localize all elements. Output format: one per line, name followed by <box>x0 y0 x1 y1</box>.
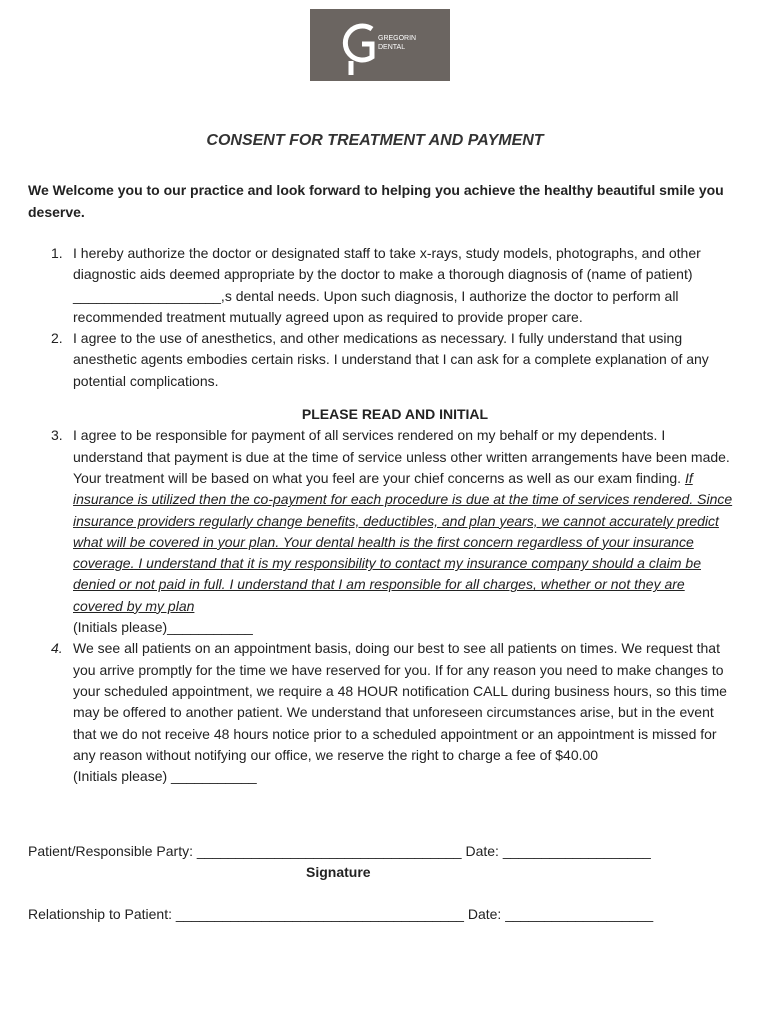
item-number: 2. <box>51 330 63 347</box>
item-text: I hereby authorize the doctor or designated staff to take x-rays, study models, photographs, and other diagnostic aids deemed appropriate by the doctor to make a thorough diagnosis of (name of patient) ___________________,s dental needs. Upon such diagnosis, I authorize the doctor to perform all recommended treatment mutually agreed upon as required to provide proper care. <box>73 245 701 325</box>
initials-field[interactable]: (Initials please) ___________ <box>73 768 257 785</box>
item-number: 1. <box>51 245 63 261</box>
list-item <box>28 425 738 638</box>
consent-list <box>28 243 738 787</box>
item-number: 3. <box>51 427 63 444</box>
item-text: I agree to be responsible for payment of all services rendered on my behalf or my dependents. I understand that payment is due at the time of service unless other written arrangements have been made. Your treatment will be based on what you feel are your chief concerns as well as our exam finding. <box>73 427 730 486</box>
logo-line1: GREGORIN <box>378 35 417 42</box>
signature-label: Signature <box>306 864 371 880</box>
insurance-terms: If insurance is utilized then the co-payment for each procedure is due at the time of services rendered. Since insurance providers regularly change benefits, deductibles, and plan years, we cannot accurately predict what will be covered in your plan. Your dental health is the first concern regardless of your insurance coverage. I understand that it is my responsibility to contact my insurance company should a claim be denied or not paid in full. I understand that I am responsible for all charges, whether or not they are covered by my plan <box>73 469 733 614</box>
patient-signature-line[interactable]: Patient/Responsible Party: __________________________________ Date: ___________________ <box>28 843 651 859</box>
gregorin-dental-logo <box>310 9 450 81</box>
welcome-text: We Welcome you to our practice and look forward to helping you achieve the healthy beautiful smile you deserve. <box>28 182 724 220</box>
page-title: CONSENT FOR TREATMENT AND PAYMENT <box>206 132 544 149</box>
item-text: We see all patients on an appointment basis, doing our best to see all patients on times. We request that you arrive promptly for the time we have reserved for you. If for any reason you need to make changes to your scheduled appointment, we require a 48 HOUR notification CALL during business hours, so this time may be offered to another patient. We understand that unforeseen circumstances arise, but in the event that we do not receive 48 hours notice prior to a scheduled appointment or an appointment is missed for any reason without notifying our office, we reserve the right to charge a fee of $40.00 <box>73 640 727 763</box>
please-read-heading: PLEASE READ AND INITIAL <box>301 406 489 423</box>
list-item <box>28 638 738 787</box>
item-text: I agree to the use of anesthetics, and other medications as necessary. I fully understand that using anesthetic agents embodies certain risks. I understand that I can ask for a complete explanation of any potential complications. <box>73 330 709 389</box>
logo-line2: DENTAL <box>378 44 406 51</box>
list-item <box>28 328 738 392</box>
item-number: 4. <box>51 640 63 657</box>
logo-mark <box>310 9 450 81</box>
initials-field[interactable]: (Initials please)___________ <box>73 619 253 636</box>
list-item <box>28 243 738 328</box>
relationship-line[interactable]: Relationship to Patient: _____________________________________ Date: ___________________ <box>28 906 654 922</box>
